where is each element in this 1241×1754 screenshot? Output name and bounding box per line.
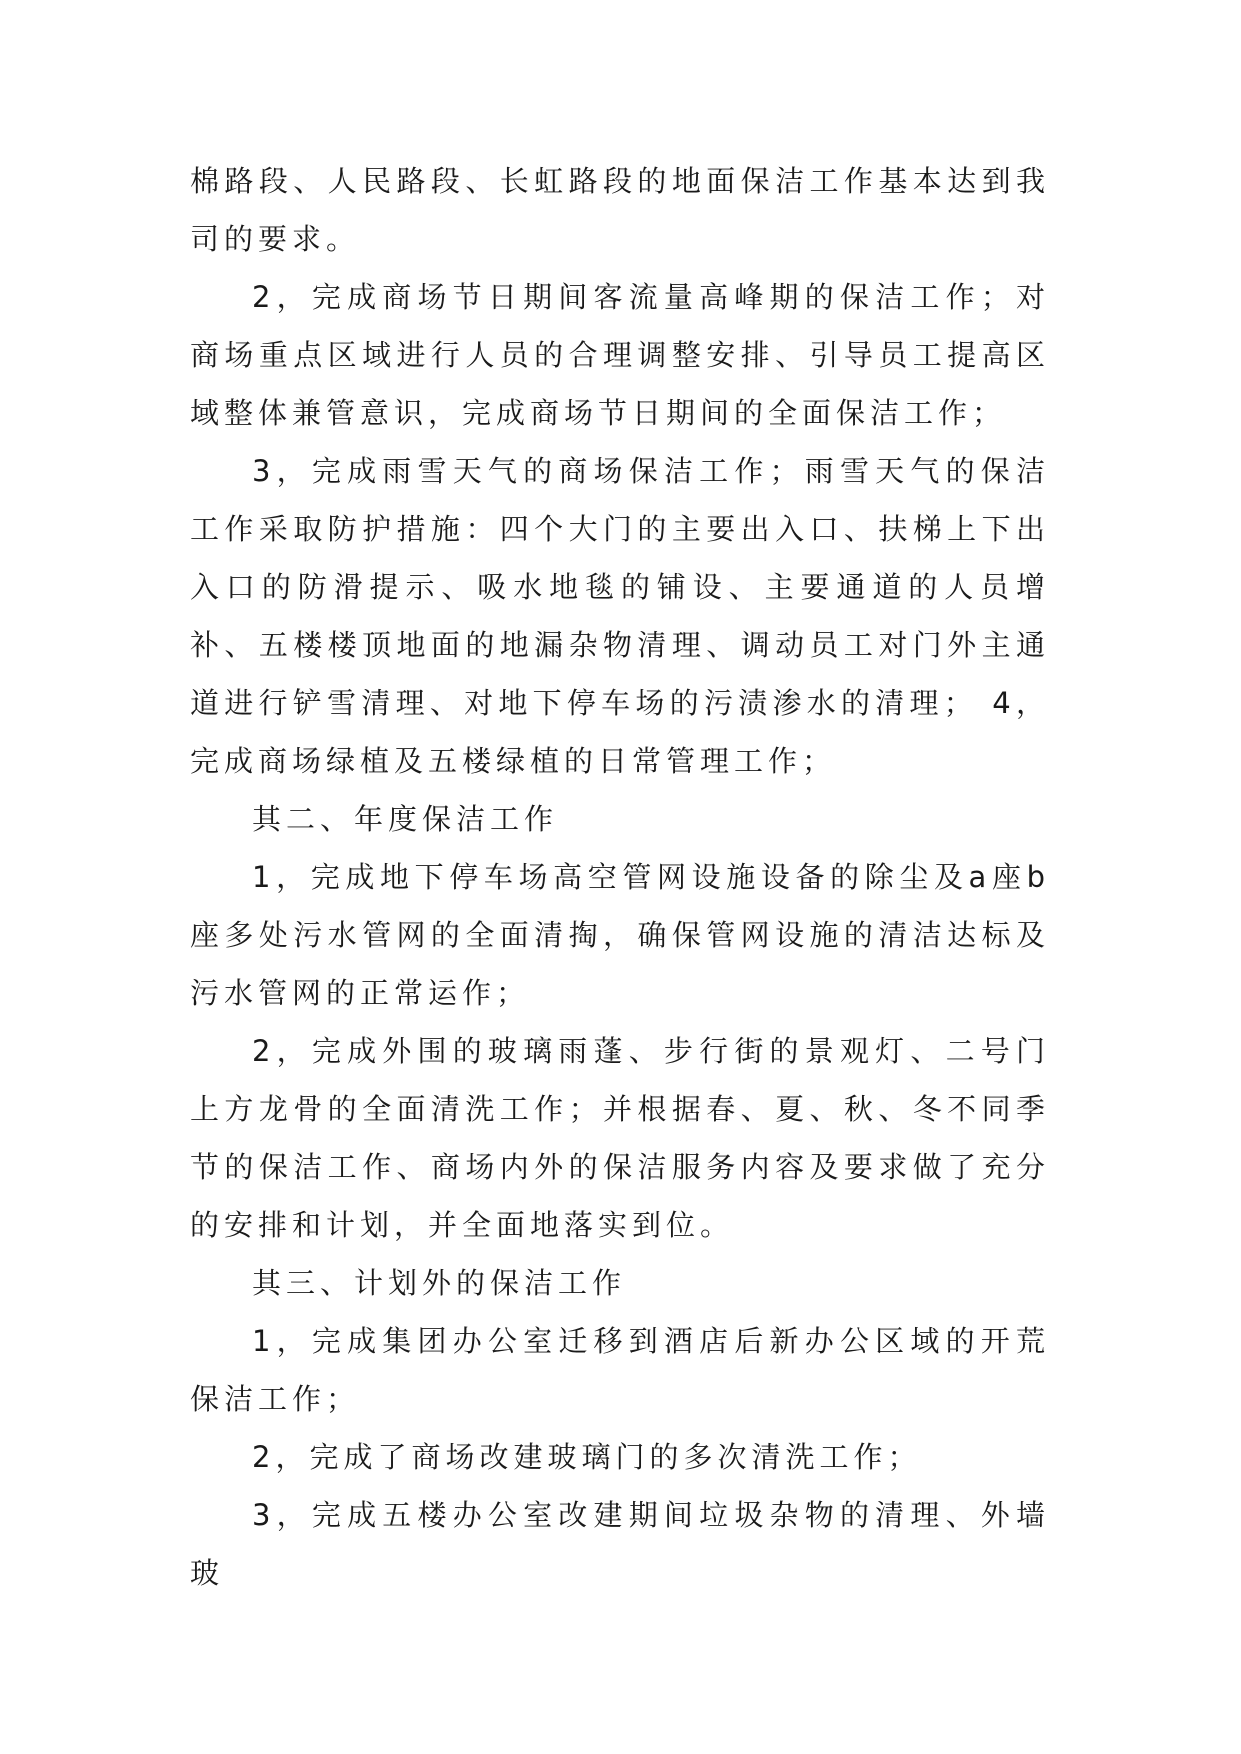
paragraph-annual-item-2: 2，完成外围的玻璃雨蓬、步行街的景观灯、二号门上方龙骨的全面清洗工作；并根据春、夏、秋、冬不同季节的保洁工作、商场内外的保洁服务内容及要求做了充分的安排和计划，并全面地落实到位。 (190, 1034, 1050, 1242)
paragraph-item-3-weather: 3，完成雨雪天气的商场保洁工作；雨雪天气的保洁工作采取防护措施：四个大门的主要出入口、扶梯上下出入口的防滑提示、吸水地毯的铺设、主要通道的人员增补、五楼楼顶地面的地漏杂物清理、调动员工对门外主通道进行铲雪清理、对地下停车场的污渍渗水的清理； 4，完成商场绿植及五楼绿植的日常管理工作； (190, 454, 1050, 778)
paragraph-item-2-holiday: 2，完成商场节日期间客流量高峰期的保洁工作；对商场重点区域进行人员的合理调整安排、引导员工提高区域整体兼管意识，完成商场节日期间的全面保洁工作； (190, 280, 1050, 430)
section-heading-annual: 其二、年度保洁工作 (252, 802, 559, 836)
paragraph-unplanned-item-1: 1，完成集团办公室迁移到酒店后新办公区域的开荒保洁工作； (190, 1324, 1050, 1416)
paragraph-annual-item-1: 1，完成地下停车场高空管网设施设备的除尘及a座b座多处污水管网的全面清掏，确保管网设施的清洁达标及污水管网的正常运作； (190, 860, 1050, 1010)
document-body (190, 152, 1050, 1602)
paragraph-unplanned-item-2: 2，完成了商场改建玻璃门的多次清洗工作； (252, 1440, 922, 1474)
section-heading-unplanned: 其三、计划外的保洁工作 (252, 1266, 627, 1300)
paragraph-unplanned-item-3: 3，完成五楼办公室改建期间垃圾杂物的清理、外墙玻 (190, 1498, 1050, 1590)
paragraph-continuation: 棉路段、人民路段、长虹路段的地面保洁工作基本达到我司的要求。 (190, 164, 1050, 256)
